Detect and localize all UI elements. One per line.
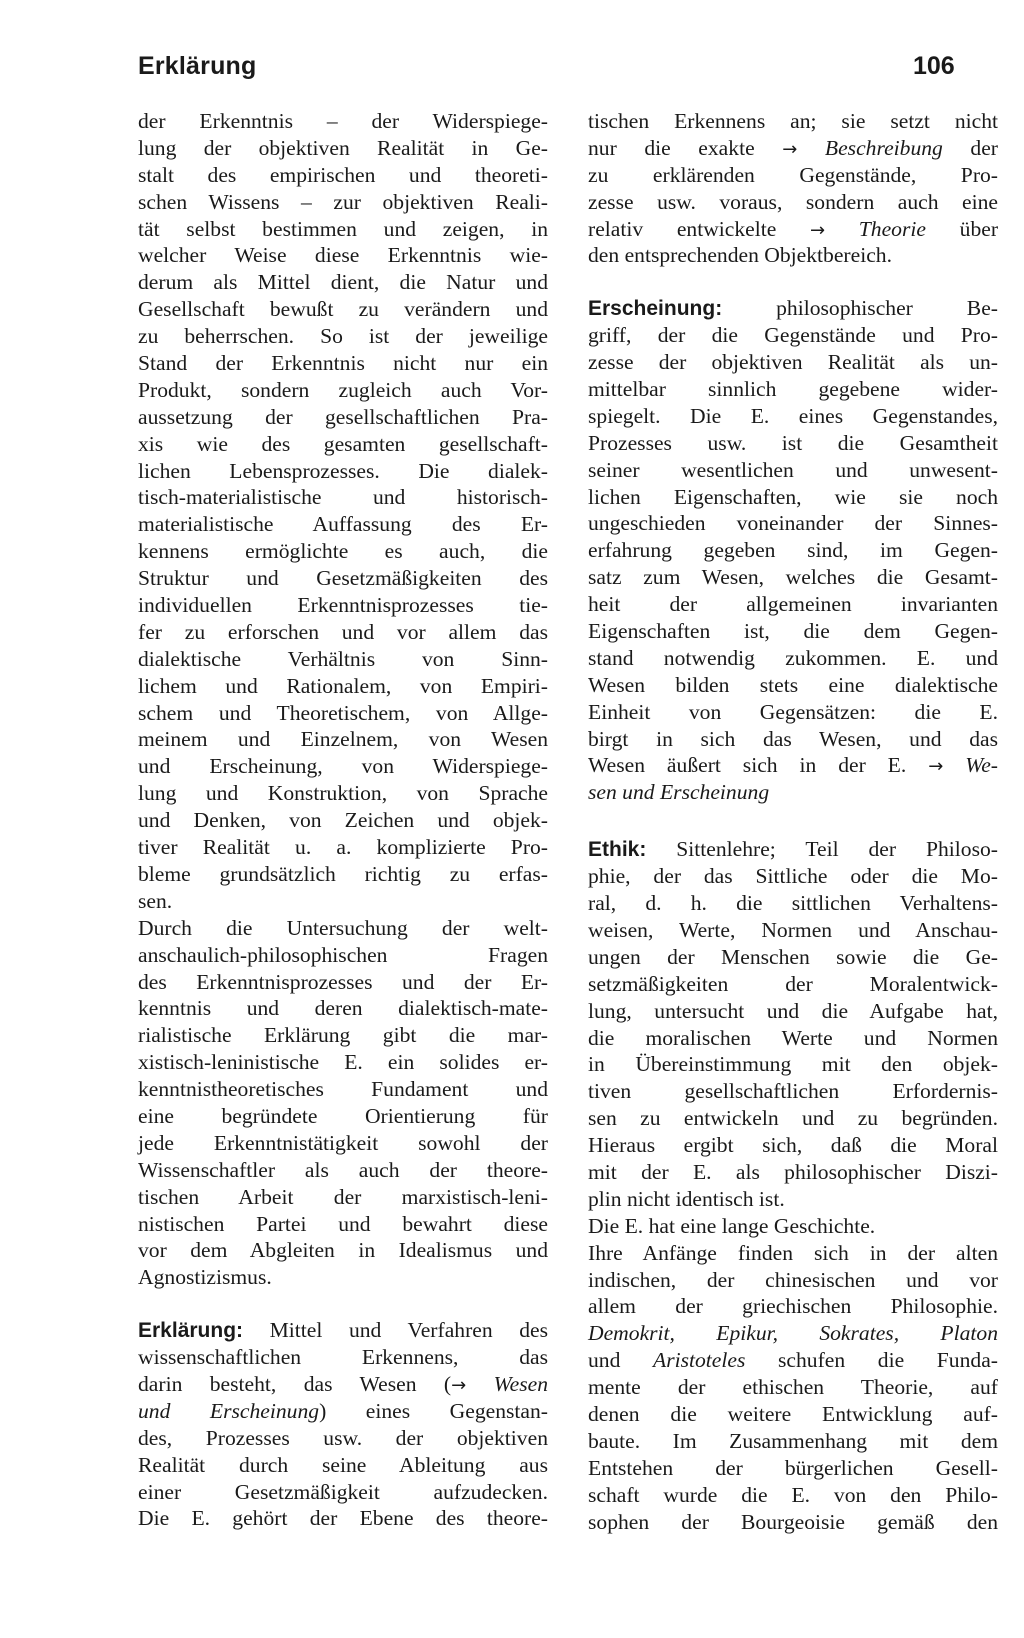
- text-line: dialektische Verhältnis von Sinn-: [138, 646, 548, 671]
- entry-text: und: [588, 1348, 621, 1373]
- text-line: denen die weitere Entwicklung auf-: [588, 1401, 998, 1426]
- text-line: kenntnis und deren dialektisch-mate-: [138, 996, 548, 1021]
- text-line: allem der griechischen Philosophie.: [588, 1294, 998, 1319]
- entry-text: den entsprechenden Objektbereich.: [588, 243, 892, 268]
- text-line: lung und Konstruktion, von Sprache: [138, 781, 548, 806]
- text-line: schem und Theoretischem, von Allge-: [138, 700, 548, 725]
- text-line: des Erkenntnisprozesses und der Er-: [138, 969, 548, 994]
- text-line: ungen der Menschen sowie die Ge-: [588, 944, 998, 969]
- entry-text: schufen die Funda-: [778, 1348, 998, 1373]
- text-line: rialistische Erklärung gibt die mar-: [138, 1023, 548, 1048]
- text-line: tiven gesellschaftlichen Erfordernis-: [588, 1079, 998, 1104]
- text-line: Gesellschaft bewußt zu verändern und: [138, 297, 548, 322]
- entry-term: Erklärung:: [138, 1319, 244, 1343]
- entry-paragraph: [588, 1374, 998, 1535]
- text-line: mit der E. als philosophischer Diszi-: [588, 1159, 998, 1184]
- right-column: [588, 108, 998, 1535]
- entry-text: relativ entwickelte: [588, 216, 777, 241]
- entry-text: ) eines Gegenstan-: [319, 1398, 548, 1423]
- text-line: meinem und Einzelnem, von Wesen: [138, 727, 548, 752]
- text-line: satz zum Wesen, welches die Gesamt-: [588, 565, 998, 590]
- text-line: lung der objektiven Realität in Ge-: [138, 135, 548, 160]
- entry-text: Mittel und Verfahren des: [269, 1318, 548, 1343]
- text-line: Eigenschaften ist, die dem Gegen-: [588, 619, 998, 644]
- text-line: Hieraus ergibt sich, daß die Moral: [588, 1133, 998, 1158]
- arrow-icon: →: [928, 756, 944, 778]
- text-line: aussetzung der gesellschaftlichen Pra-: [138, 404, 548, 429]
- cross-reference: We-: [965, 753, 998, 778]
- entry-text: Realität durch seine Ableitung aus: [138, 1452, 548, 1477]
- text-line: welcher Weise diese Erkenntnis wie-: [138, 243, 548, 268]
- cross-reference: Theorie: [858, 216, 926, 241]
- text-line: phie, der das Sittliche oder die Mo-: [588, 864, 998, 889]
- text-line: seiner wesentlichen und unwesent-: [588, 457, 998, 482]
- text-line: Durch die Untersuchung der welt-: [138, 915, 548, 940]
- cross-reference: und Erscheinung: [138, 1398, 320, 1423]
- text-line: erfahrung gegeben sind, im Gegen-: [588, 538, 998, 563]
- entry-text: darin besteht, das Wesen (: [138, 1371, 452, 1396]
- text-line: heit der allgemeinen invarianten: [588, 592, 998, 617]
- text-line: bleme grundsätzlich richtig zu erfas-: [138, 861, 548, 886]
- text-line: nistischen Partei und bewahrt diese: [138, 1211, 548, 1236]
- entry-text: zesse usw. voraus, sondern auch eine: [588, 189, 998, 214]
- text-line: schaft wurde die E. von den Philo-: [588, 1482, 998, 1507]
- text-line: tisch-materialistische und historisch-: [138, 485, 548, 510]
- text-line: Ihre Anfänge finden sich in der alten: [588, 1240, 998, 1265]
- text-line: Struktur und Gesetzmäßigkeiten des: [138, 566, 548, 591]
- text-line: weisen, Werte, Normen und Anschau-: [588, 917, 998, 942]
- entry-text: nur die exakte: [588, 135, 755, 160]
- text-line: eine begründete Orientierung für: [138, 1103, 548, 1128]
- text-line: in Übereinstimmung mit den objek-: [588, 1052, 998, 1077]
- text-line: lichem und Rationalem, von Empiri-: [138, 673, 548, 698]
- text-line: Die E. hat eine lange Geschichte.: [588, 1213, 876, 1238]
- text-line: Stand der Erkenntnis nicht nur ein: [138, 351, 548, 376]
- text-line: materialistische Auffassung des Er-: [138, 512, 548, 537]
- text-line: mente der ethischen Theorie, auf: [588, 1375, 998, 1400]
- arrow-icon: →: [810, 219, 826, 241]
- text-line: xistisch-leninistische E. ein solides er-: [138, 1050, 548, 1075]
- entry-text: Sittenlehre; Teil der Philoso-: [676, 837, 998, 862]
- entry-text: tischen Erkennens an; sie setzt nicht: [588, 109, 998, 133]
- arrow-icon: →: [451, 1374, 467, 1396]
- text-line: kennens ermöglichte es auch, die: [138, 539, 548, 564]
- text-line: lichen Eigenschaften, wie sie noch: [588, 484, 998, 509]
- entry-text: Wesen äußert sich in der E.: [588, 753, 907, 778]
- text-line: der Erkenntnis – der Widerspiege-: [138, 109, 548, 133]
- page-number: 106: [913, 52, 955, 80]
- entry-text: des, Prozesses usw. der objektiven: [138, 1425, 548, 1450]
- arrow-icon: →: [782, 138, 798, 160]
- text-line: kenntnistheoretisches Fundament und: [138, 1077, 548, 1102]
- entry-text: der: [970, 135, 998, 160]
- entry-body: [588, 863, 998, 1213]
- text-line: lichen Lebensprozesses. Die dialek-: [138, 458, 548, 483]
- text-line: spiegelt. Die E. eines Gegenstandes,: [588, 403, 998, 428]
- entry-paragraph: [588, 1213, 998, 1321]
- text-line: ungeschieden voneinander der Sinnes-: [588, 511, 998, 536]
- text-line: ral, d. h. die sittlichen Verhaltens-: [588, 891, 998, 916]
- entry-term: Ethik:: [588, 838, 647, 862]
- text-line: mittelbar sinnlich gegebene wider-: [588, 377, 998, 402]
- philosopher-names: Demokrit, Epikur, Sokrates, Platon: [588, 1321, 998, 1346]
- entry-body: [588, 322, 998, 752]
- text-line: sophen der Bourgeoisie gemäß den: [588, 1509, 998, 1534]
- entry-text: Die E. gehört der Ebene des theore-: [138, 1506, 548, 1531]
- text-line: zu beherrschen. So ist der jeweilige: [138, 324, 548, 349]
- left-column-text: [138, 108, 548, 1291]
- text-line: anschaulich-philosophischen Fragen: [138, 942, 548, 967]
- text-line: plin nicht identisch ist.: [588, 1186, 785, 1211]
- entry-text: zu erklärenden Gegenstände, Pro-: [588, 162, 998, 187]
- text-line: sen.: [138, 888, 173, 913]
- entry-text: philosophischer Be-: [776, 296, 998, 321]
- left-column: [138, 108, 548, 1532]
- cross-reference: Beschreibung: [824, 135, 943, 160]
- text-line: vor dem Abgleiten in Idealismus und: [138, 1238, 548, 1263]
- entry-text: einer Gesetzmäßigkeit aufzudecken.: [138, 1479, 548, 1504]
- text-line: griff, der die Gegenstände und Pro-: [588, 323, 998, 348]
- text-line: schen Wissens – zur objektiven Reali-: [138, 189, 548, 214]
- entry-ethik: [588, 836, 998, 1535]
- text-line: fer zu erforschen und vor allem das: [138, 619, 548, 644]
- text-line: xis wie des gesamten gesellschaft-: [138, 431, 548, 456]
- text-line: die moralischen Werte und Normen: [588, 1025, 998, 1050]
- text-line: stalt des empirischen und theoreti-: [138, 162, 548, 187]
- entry-erscheinung: [588, 295, 998, 806]
- text-line: Wissenschaftler als auch der theore-: [138, 1157, 548, 1182]
- text-line: tät selbst bestimmen und zeigen, in: [138, 216, 548, 241]
- entry-text: über: [959, 216, 999, 241]
- text-line: Agnostizismus.: [138, 1265, 272, 1290]
- text-line: lung, untersucht und die Aufgabe hat,: [588, 998, 998, 1023]
- text-line: tischen Arbeit der marxistisch-leni-: [138, 1184, 548, 1209]
- text-line: baute. Im Zusammenhang mit dem: [588, 1428, 998, 1453]
- text-line: jede Erkenntnistätigkeit sowohl der: [138, 1130, 548, 1155]
- text-line: individuellen Erkenntnisprozesses tie-: [138, 593, 548, 618]
- text-line: Wesen bilden stets eine dialektische: [588, 672, 998, 697]
- text-line: und Denken, von Zeichen und objek-: [138, 808, 548, 833]
- erklaerung-continuation: [588, 108, 998, 269]
- cross-reference: Wesen: [493, 1371, 548, 1396]
- entry-text: wissenschaftlichen Erkennens, das: [138, 1345, 548, 1370]
- text-line: Prozesses usw. ist die Gesamtheit: [588, 430, 998, 455]
- text-line: Produkt, sondern zugleich auch Vor-: [138, 377, 548, 402]
- entry-term: Erscheinung:: [588, 297, 723, 321]
- text-line: indischen, der chinesischen und vor: [588, 1267, 998, 1292]
- text-line: stand notwendig zukommen. E. und: [588, 645, 998, 670]
- text-line: Entstehen der bürgerlichen Gesell-: [588, 1455, 998, 1480]
- text-line: und Erscheinung, von Widerspiege-: [138, 754, 548, 779]
- text-line: sen zu entwickeln und zu begründen.: [588, 1106, 998, 1131]
- text-line: setzmäßigkeiten der Moralentwick-: [588, 971, 998, 996]
- text-line: zesse der objektiven Realität als un-: [588, 350, 998, 375]
- cross-reference: sen und Erscheinung: [588, 780, 770, 805]
- text-line: birgt in sich das Wesen, und das: [588, 726, 998, 751]
- philosopher-name: Aristoteles: [653, 1348, 746, 1373]
- running-head: Erklärung: [138, 52, 257, 80]
- text-line: Einheit von Gegensätzen: die E.: [588, 699, 998, 724]
- text-line: tiver Realität u. a. komplizierte Pro-: [138, 835, 548, 860]
- entry-erklaerung: [138, 1317, 548, 1532]
- text-line: derum als Mittel dient, die Natur und: [138, 270, 548, 295]
